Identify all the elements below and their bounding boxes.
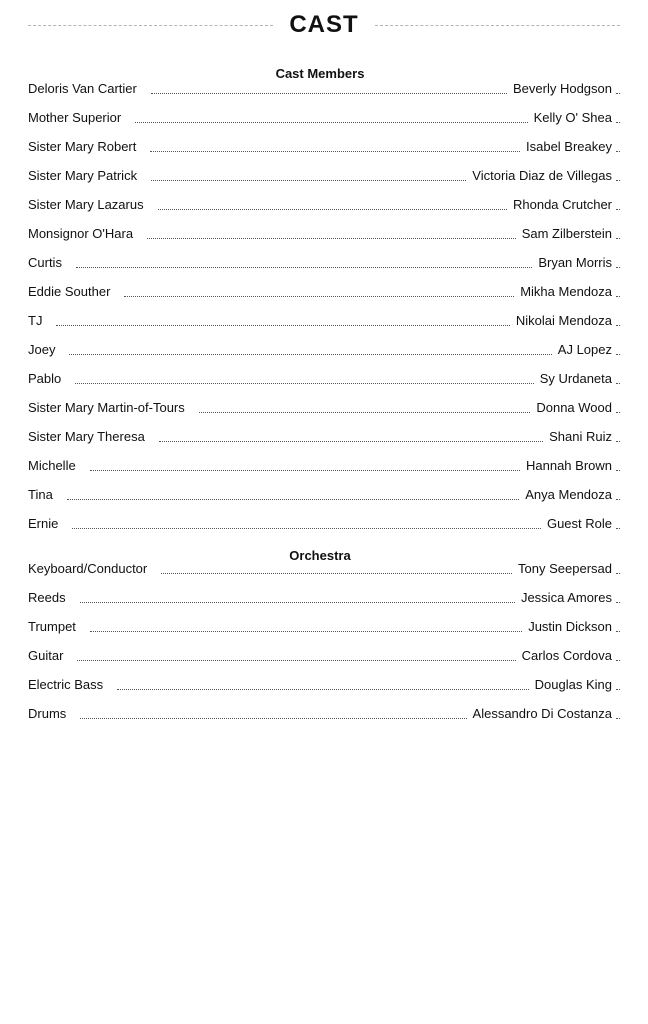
section-title-orchestra: Orchestra	[289, 548, 351, 563]
performer-name: Tony Seepersad	[518, 562, 612, 587]
role-name: Joey	[28, 342, 56, 357]
dotted-leader	[147, 238, 516, 239]
performer-name: Sam Zilberstein	[522, 227, 612, 252]
role-name: Guitar	[28, 648, 64, 663]
role-name: Sister Mary Martin-of-Tours	[28, 400, 185, 415]
dotted-leader	[199, 412, 531, 413]
role-name: Sister Mary Theresa	[28, 429, 145, 444]
credit-row	[28, 252, 612, 281]
performer-name: Bryan Morris	[538, 256, 612, 281]
credit-row	[28, 455, 612, 484]
credit-row	[28, 368, 612, 397]
dotted-leader	[67, 499, 519, 500]
role-name: Reeds	[28, 590, 66, 605]
section-title-cast-members: Cast Members	[275, 66, 365, 81]
header-rule-left	[28, 25, 273, 26]
page-header	[28, 10, 620, 40]
performer-name: Justin Dickson	[528, 620, 612, 645]
performer-name: Donna Wood	[536, 401, 612, 426]
performer-name: Rhonda Crutcher	[513, 198, 612, 223]
performer-name: Jessica Amores	[521, 591, 612, 616]
performer-name: Victoria Diaz de Villegas	[472, 169, 612, 194]
role-name: Tina	[28, 487, 53, 502]
role-name: Electric Bass	[28, 677, 104, 692]
performer-name: Mikha Mendoza	[520, 285, 612, 310]
credit-row	[28, 645, 612, 674]
credit-row	[28, 513, 612, 542]
credit-row	[28, 223, 612, 252]
role-name: Monsignor O'Hara	[28, 226, 134, 241]
dotted-leader	[80, 602, 515, 603]
dotted-leader	[56, 325, 509, 326]
header-rule-right	[375, 25, 620, 26]
role-name: Michelle	[28, 458, 76, 473]
credit-row	[28, 107, 612, 136]
role-name: Sister Mary Patrick	[28, 168, 138, 183]
credit-row	[28, 703, 612, 732]
dotted-leader	[75, 383, 533, 384]
credit-row	[28, 81, 612, 107]
role-name: Sister Mary Lazarus	[28, 197, 144, 212]
credit-row	[28, 426, 612, 455]
dotted-leader	[159, 441, 543, 442]
credit-row	[28, 339, 612, 368]
performer-name: Alessandro Di Costanza	[473, 707, 612, 732]
credit-row	[28, 165, 612, 194]
performer-name: Douglas King	[535, 678, 612, 703]
role-name: Mother Superior	[28, 110, 122, 125]
credit-row	[28, 674, 612, 703]
role-name: Curtis	[28, 255, 62, 270]
page-title: CAST	[289, 11, 359, 38]
dotted-leader	[161, 573, 512, 574]
role-name: Trumpet	[28, 619, 76, 634]
credit-row	[28, 281, 612, 310]
performer-name: Sy Urdaneta	[540, 372, 612, 397]
dotted-leader	[150, 151, 520, 152]
dotted-leader	[77, 660, 515, 661]
role-name: TJ	[28, 313, 43, 328]
credit-row	[28, 561, 612, 587]
dotted-leader	[135, 122, 527, 123]
credit-row	[28, 194, 612, 223]
credit-row	[28, 484, 612, 513]
credit-row	[28, 397, 612, 426]
orchestra-list	[28, 561, 612, 732]
cast-list-content	[28, 61, 612, 732]
performer-name: Nikolai Mendoza	[516, 314, 612, 339]
credit-row	[28, 616, 612, 645]
role-name: Keyboard/Conductor	[28, 561, 148, 576]
role-name: Eddie Souther	[28, 284, 111, 299]
dotted-leader	[90, 470, 520, 471]
performer-name: Guest Role	[547, 517, 612, 542]
performer-name: AJ Lopez	[558, 343, 612, 368]
role-name: Pablo	[28, 371, 62, 386]
role-name: Deloris Van Cartier	[28, 81, 137, 96]
role-name: Sister Mary Robert	[28, 139, 137, 154]
credit-row	[28, 310, 612, 339]
cast-members-list	[28, 81, 612, 542]
role-name: Ernie	[28, 516, 59, 531]
role-name: Drums	[28, 706, 67, 721]
performer-name: Isabel Breakey	[526, 140, 612, 165]
dotted-leader	[117, 689, 529, 690]
performer-name: Beverly Hodgson	[513, 82, 612, 107]
performer-name: Carlos Cordova	[522, 649, 612, 674]
credit-row	[28, 587, 612, 616]
performer-name: Anya Mendoza	[525, 488, 612, 513]
dotted-leader	[72, 528, 541, 529]
performer-name: Shani Ruiz	[549, 430, 612, 455]
dotted-leader	[151, 93, 507, 94]
dotted-leader	[69, 354, 551, 355]
dotted-leader	[76, 267, 532, 268]
dotted-leader	[90, 631, 522, 632]
credit-row	[28, 136, 612, 165]
performer-name: Hannah Brown	[526, 459, 612, 484]
dotted-leader	[124, 296, 514, 297]
dotted-leader	[158, 209, 507, 210]
dotted-leader	[151, 180, 466, 181]
performer-name: Kelly O' Shea	[534, 111, 612, 136]
dotted-leader	[80, 718, 466, 719]
